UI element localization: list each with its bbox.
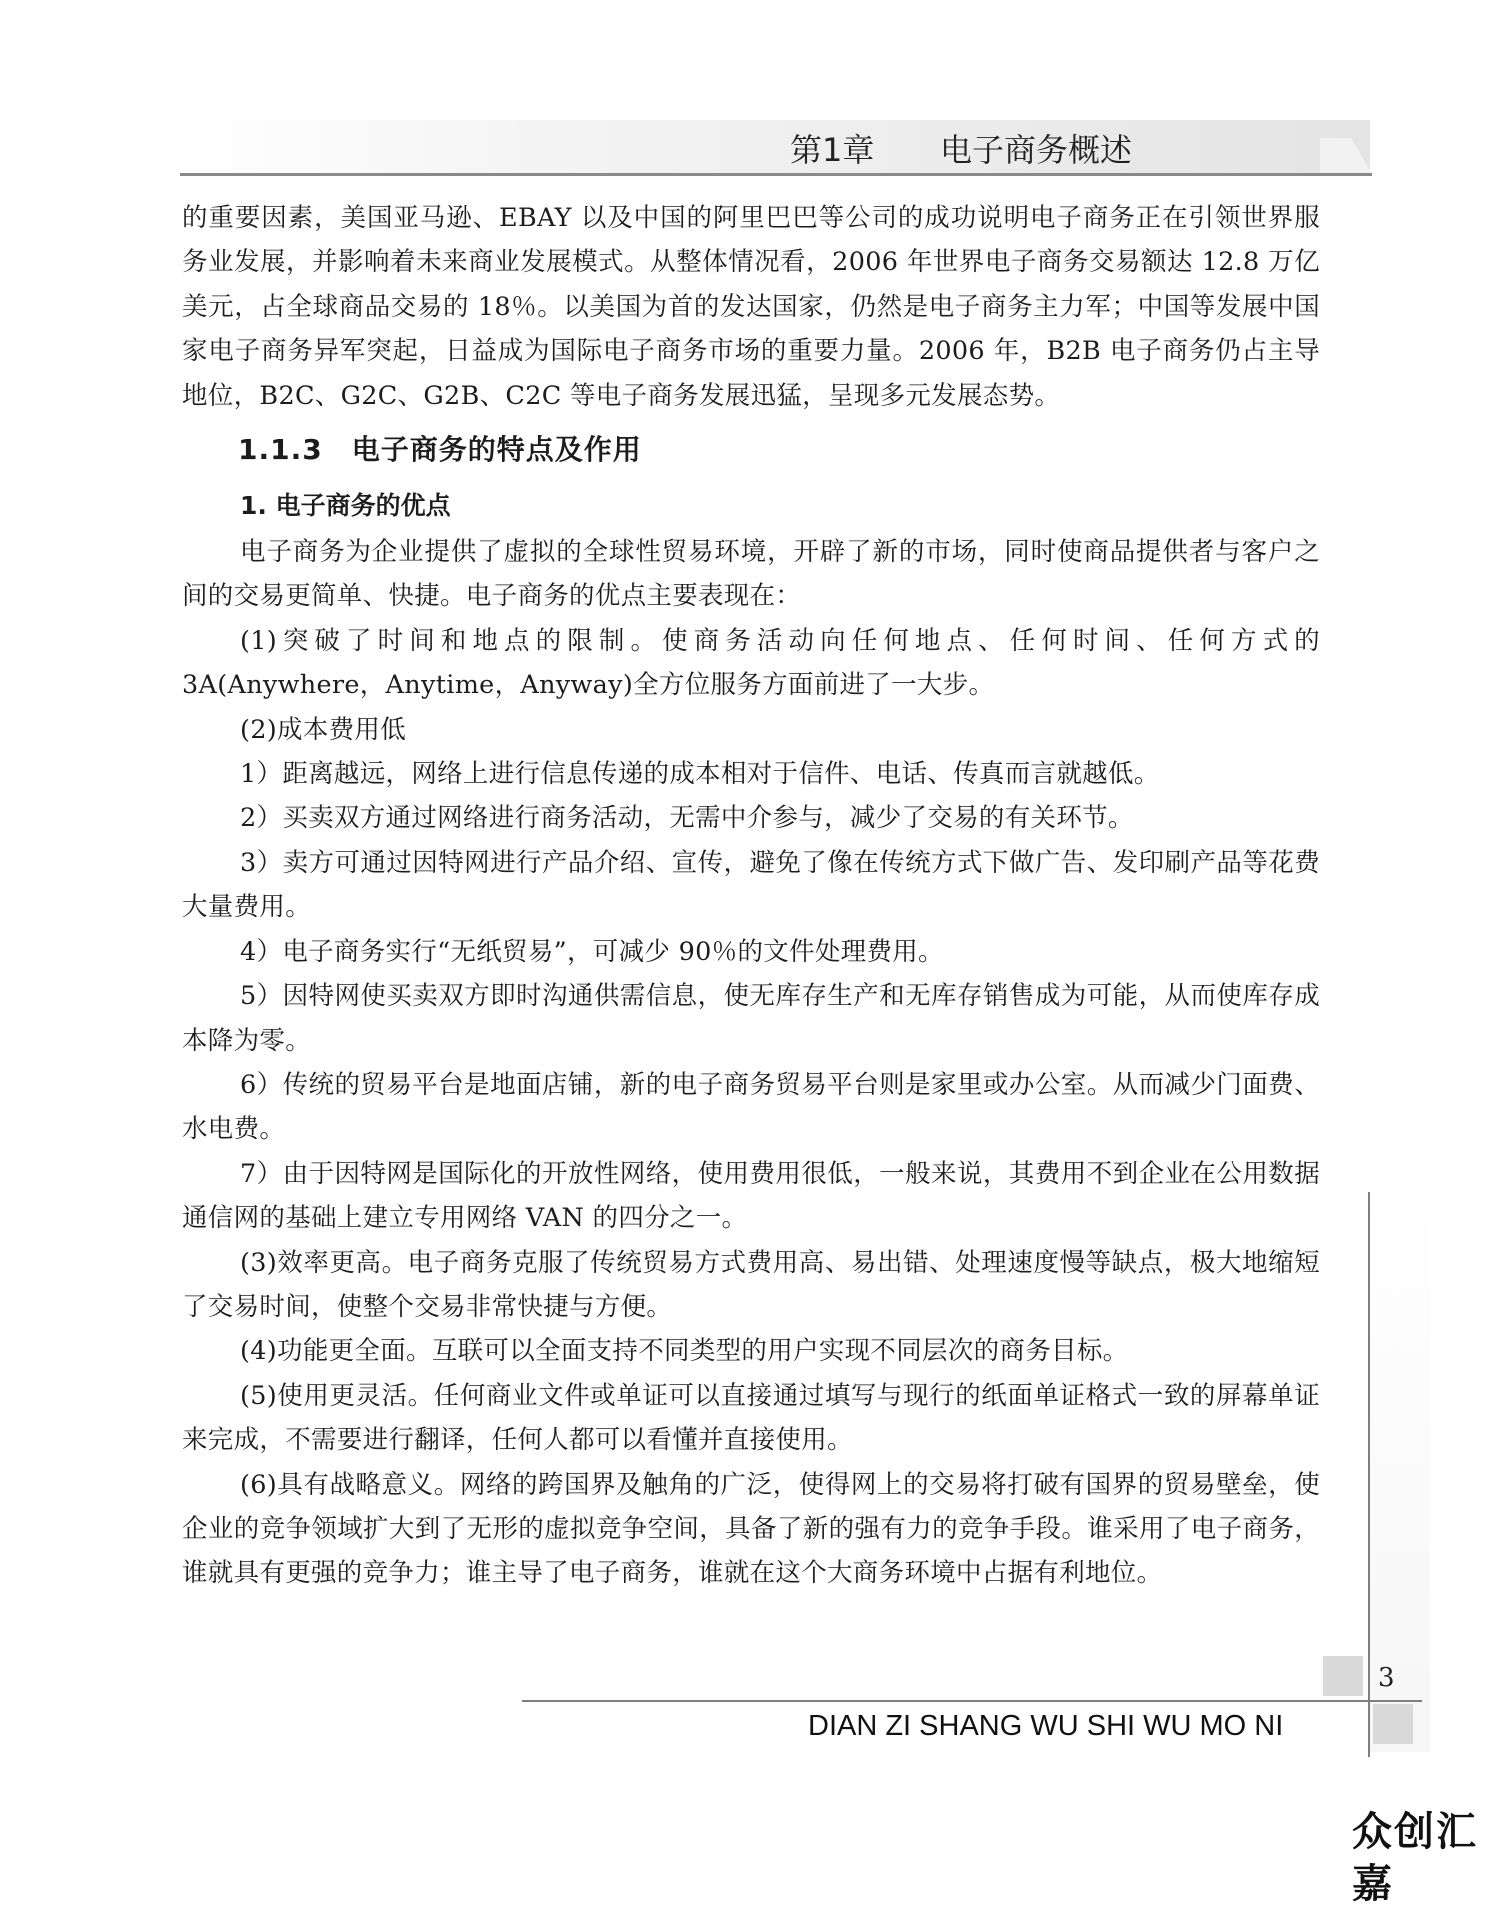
paragraph: (2)成本费用低	[240, 714, 407, 745]
paragraph: (1)突破了时间和地点的限制。使商务活动向任何地点、任何时间、任何方式的 3A(Anywhere，Anytime，Anyway)全方位服务方面前进了一大步。	[182, 625, 1320, 701]
paragraph: 5）因特网使买卖双方即时沟通供需信息，使无库存生产和无库存销售成为可能，从而使库存成本降为零。	[182, 981, 1320, 1056]
paragraph: 2）买卖双方通过网络进行商务活动，无需中介参与，减少了交易的有关环节。	[240, 803, 1134, 834]
margin-rule	[1368, 1192, 1370, 1757]
footer-box	[1373, 1704, 1413, 1744]
chapter-title: 电子商务概述	[940, 131, 1133, 169]
paragraph: (5)使用更灵活。任何商业文件或单证可以直接通过填写与现行的纸面单证格式一致的屏幕单证来完成，不需要进行翻译，任何人都可以看懂并直接使用。	[182, 1380, 1320, 1456]
footer-book-title: DIAN ZI SHANG WU SHI WU MO NI	[808, 1710, 1284, 1742]
paragraph: 7）由于因特网是国际化的开放性网络，使用费用很低，一般来说，其费用不到企业在公用数据通信网的基础上建立专用网络 VAN 的四分之一。	[182, 1158, 1320, 1234]
header-rule	[180, 173, 1372, 176]
paragraph: (3)效率更高。电子商务克服了传统贸易方式费用高、易出错、处理速度慢等缺点，极大地缩短了交易时间，使整个交易非常快捷与方便。	[182, 1247, 1320, 1322]
chapter-label: 第1章	[790, 131, 875, 169]
paragraph: 3）卖方可通过因特网进行产品介绍、宣传，避免了像在传统方式下做广告、发印刷产品等花费大量费用。	[182, 847, 1320, 923]
subheading: 1. 电子商务的优点	[240, 491, 451, 521]
footer-rule	[522, 1700, 1422, 1702]
page-number: 3	[1378, 1663, 1395, 1693]
paragraph: 6）传统的贸易平台是地面店铺，新的电子商务贸易平台则是家里或办公室。从而减少门面费、水电费。	[182, 1069, 1320, 1145]
header-band	[180, 120, 1370, 174]
page-number-box	[1323, 1656, 1363, 1696]
paragraph: (6)具有战略意义。网络的跨国界及触角的广泛，使得网上的交易将打破有国界的贸易壁垒，使企业的竞争领域扩大到了无形的虚拟竞争空间，具备了新的强有力的竞争手段。谁采用了电子商务，谁就具有更强的竞争力；谁主导了电子商务，谁就在这个大商务环境中占据有利地位。	[182, 1469, 1320, 1589]
intro-paragraph: 的重要因素，美国亚马逊、EBAY 以及中国的阿里巴巴等公司的成功说明电子商务正在引领世界服务业发展，并影响着未来商业发展模式。从整体情况看，2006 年世界电子商务交易额达 12.8 万亿美元，占全球商品交易的 18％。以美国为首的发达国家，仍然是电子商务主力军；中国等发展中国家电子商务异军突起，日益成为国际电子商务市场的重要力量。2006 年，B2B 电子商务仍占主导地位，B2C、G2C、G2B、C2C 等电子商务发展迅猛，呈现多元发展态势。	[182, 203, 1320, 411]
paragraph: 4）电子商务实行“无纸贸易”，可减少 90％的文件处理费用。	[240, 936, 944, 967]
page-body	[182, 196, 1320, 1596]
paragraph: 1）距离越远，网络上进行信息传递的成本相对于信件、电话、传真而言就越低。	[240, 759, 1160, 790]
watermark-text: 众创汇嘉	[1352, 1809, 1478, 1907]
paragraph: (4)功能更全面。互联可以全面支持不同类型的用户实现不同层次的商务目标。	[240, 1336, 1129, 1367]
section-heading: 1.1.3 电子商务的特点及作用	[238, 433, 642, 467]
paragraph: 电子商务为企业提供了虚拟的全球性贸易环境，开辟了新的市场，同时使商品提供者与客户之间的交易更简单、快捷。电子商务的优点主要表现在：	[182, 537, 1320, 612]
